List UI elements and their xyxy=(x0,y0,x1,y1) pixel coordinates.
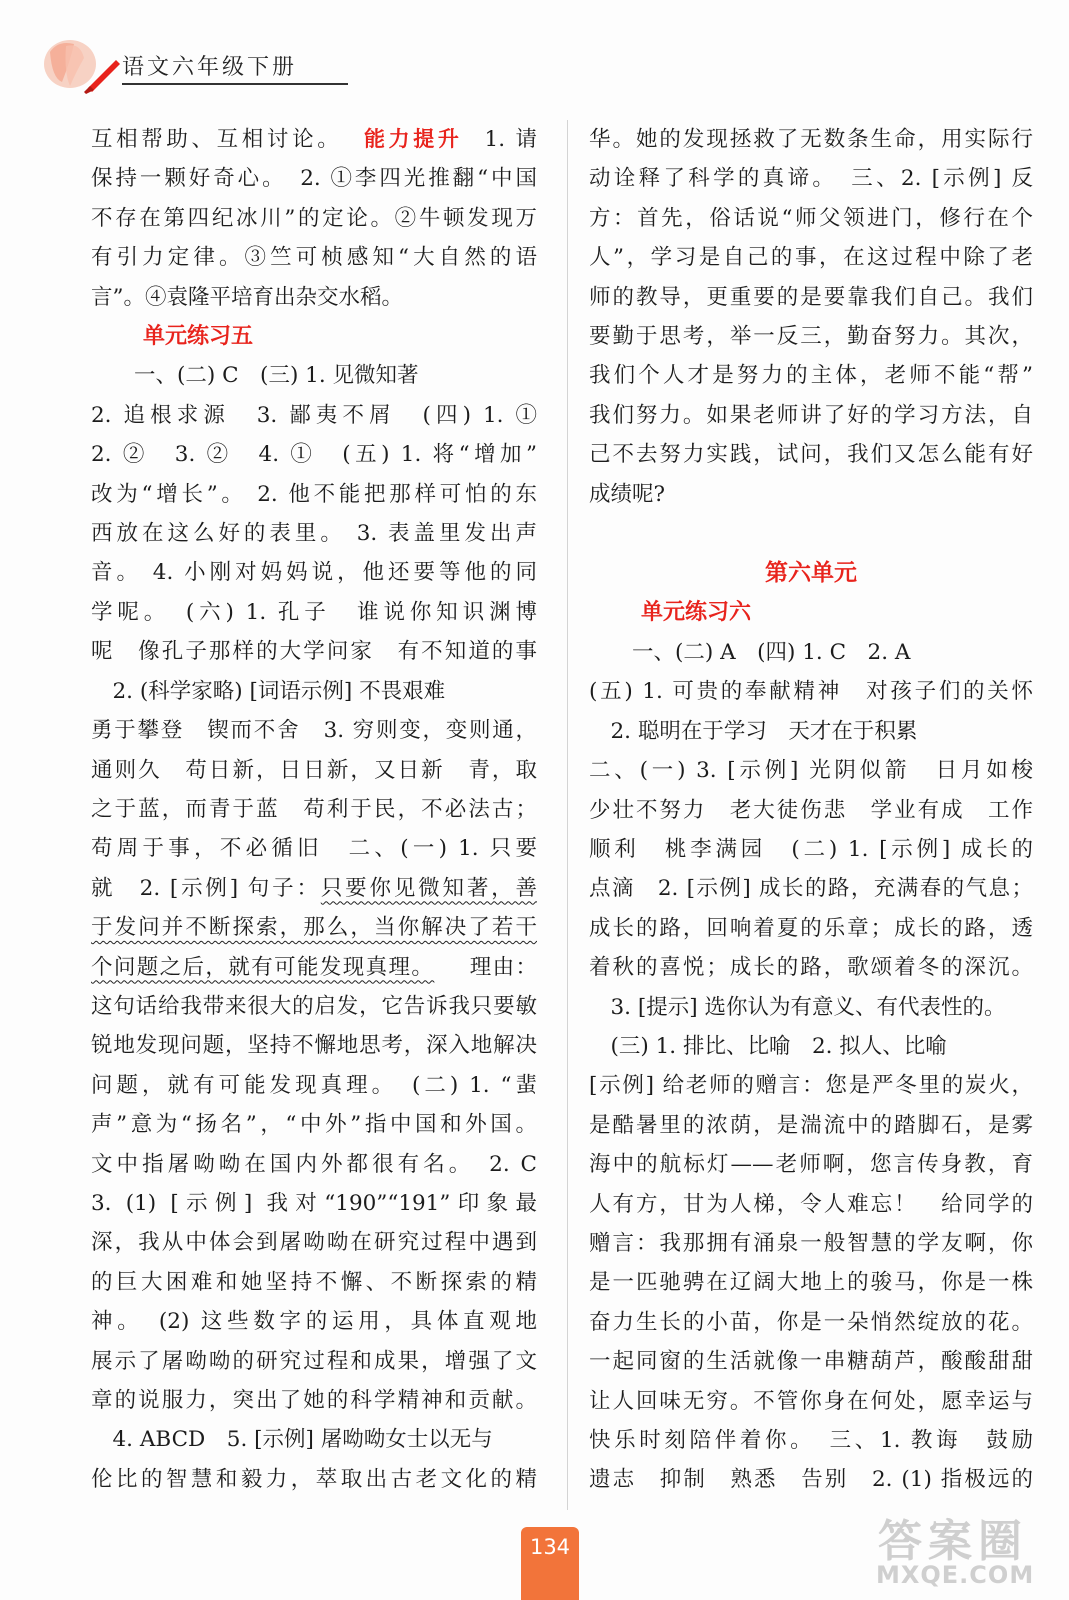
text-line: (五) 1. 可贵的奉献精神 对孩子们的关怀 xyxy=(589,679,1033,705)
watermark xyxy=(868,1505,1058,1597)
text-line: 的巨大困难和她坚持不懈、不断探索的精 xyxy=(91,1269,537,1295)
underlined-sentence: 只要你见微知著，善 xyxy=(320,875,537,901)
text-line: 音。 4. 小刚对妈妈说，他还要等他的同 xyxy=(91,560,537,586)
text-line: 是一匹驰骋在辽阔大地上的骏马，你是一株 xyxy=(589,1270,1033,1296)
text-line: 动诠释了科学的真谛。 三、2. [示例] 反 xyxy=(589,166,1033,192)
text-line: 有引力定律。③竺可桢感知“大自然的语 xyxy=(91,245,537,271)
text-line: 深，我从中体会到屠呦呦在研究过程中遇到 xyxy=(91,1230,537,1256)
text-line xyxy=(91,908,537,947)
book-title: 语文六年级下册 xyxy=(122,55,298,80)
text-line: 点滴 2. [示例] 成长的路，充满春的气息； xyxy=(589,876,1033,902)
text-line: 4. ABCD 5. [示例] 屠呦呦女士以无与 xyxy=(112,1427,493,1453)
text-line: 勇于攀登 锲而不舍 3. 穷则变，变则通， xyxy=(91,718,537,744)
text-line: 通则久 苟日新，日日新，又日新 青，取 xyxy=(91,757,537,783)
text-line: 快乐时刻陪伴着你。 三、1. 教诲 鼓励 xyxy=(589,1428,1033,1453)
text-line: 保持一颗好奇心。 2. ①李四光推翻“中国 xyxy=(91,166,537,192)
text-line: 赠言：我那拥有涌泉一般智慧的学友啊，你 xyxy=(589,1230,1033,1256)
text-line: 展示了屠呦呦的研究过程和成果，增强了文 xyxy=(91,1348,537,1374)
watermark-url: MXQE.COM xyxy=(876,1561,1035,1589)
text-line: 方：首先，俗话说“师父领进门，修行在个 xyxy=(589,205,1033,231)
header-underline xyxy=(122,83,348,85)
text-line: 个问题之后，就有可能发现真理。 理由： xyxy=(91,954,537,980)
text-line: 言”。④袁隆平培育出杂交水稻。 xyxy=(91,284,403,310)
text-line: 要勤于思考，举一反三，勤奋努力。其次， xyxy=(589,324,1033,350)
text-line: 就 2. [示例] 句子：只要你见微知著，善 xyxy=(91,875,537,901)
text-line: 人有方，甘为人梯，令人难忘！ 给同学的 xyxy=(589,1191,1033,1217)
text-line: 2. ② 3. ② 4. ① (五) 1. 将“增加” xyxy=(91,442,537,468)
section-title-unit5: 单元练习五 xyxy=(143,324,254,350)
text-line: 成长的路，回响着夏的乐章；成长的路，透 xyxy=(589,915,1033,941)
text-line: 呢 像孔子那样的大学问家 有不知道的事 xyxy=(91,639,537,665)
page-header xyxy=(40,28,340,98)
text-line: 一起同窗的生活就像一串糖葫芦，酸酸甜甜 xyxy=(589,1349,1033,1375)
text-line: 之于蓝，而青于蓝 苟利于民，不必法古； xyxy=(91,796,537,822)
text-line: 己不去努力实践，试问，我们又怎么能有好 xyxy=(589,442,1033,468)
text-line: 西放在这么好的表里。 3. 表盖里发出声 xyxy=(91,521,537,547)
text-line: 神。 (2) 这些数字的运用，具体直观地 xyxy=(91,1309,537,1335)
text-line: 伦比的智慧和毅力，萃取出古老文化的精 xyxy=(91,1466,537,1492)
text-line: 让人回味无穷。不管你身在何处，愿幸运与 xyxy=(589,1388,1033,1414)
brush-logo-icon xyxy=(40,32,122,94)
text-line: 着秋的喜悦；成长的路，歌颂着冬的深沉。 xyxy=(589,955,1033,981)
watermark-text: 答案圈 xyxy=(878,1516,1028,1567)
text-line: 遗志 抑制 熟悉 告别 2. (1) 指极远的 xyxy=(589,1467,1033,1493)
text-line: 2. 聪明在于学习 天才在于积累 xyxy=(610,718,918,744)
section-title-unit6: 单元练习六 xyxy=(641,600,752,626)
text-line: 是酷暑里的浓荫，是湍流中的踏脚石，是雾 xyxy=(589,1112,1033,1138)
underlined-sentence: 于发问并不断探索，那么，当你解决了若干 xyxy=(91,915,537,941)
left-column xyxy=(91,120,537,1499)
page-number-tab xyxy=(521,1527,579,1600)
text-line: 章的说服力，突出了她的科学精神和贡献。 xyxy=(91,1388,537,1413)
text-line: [示例] 给老师的赠言：您是严冬里的炭火， xyxy=(589,1073,1033,1099)
text-line: 改为“增长”。 2. 他不能把那样可怕的东 xyxy=(91,481,537,507)
text-line: 我们努力。如果老师讲了好的学习方法，自 xyxy=(589,402,1033,428)
text-line: 人”，学习是自己的事，在这过程中除了老 xyxy=(589,245,1033,271)
text-line: 我们个人才是努力的主体，老师不能“帮” xyxy=(589,363,1033,389)
text-line: 声”意为“扬名”，“中外”指中国和外国。 xyxy=(91,1112,537,1138)
text-line: 3. (1) [示例] 我对“190”“191”印象最 xyxy=(91,1190,537,1216)
text-line: 海中的航标灯——老师啊，您言传身教，育 xyxy=(589,1152,1033,1178)
column-divider xyxy=(567,120,568,1510)
section-label-nengli: 能力提升 xyxy=(360,127,463,151)
text-line: (三) 1. 排比、比喻 2. 拟人、比喻 xyxy=(610,1033,947,1059)
text-line: 互相帮助、互相讨论。 能力提升 1. 请 xyxy=(91,127,537,152)
page-number: 134 xyxy=(529,1535,571,1559)
text-line: 成绩呢? xyxy=(589,481,666,507)
text-line: 文中指屠呦呦在国内外都很有名。 2. C xyxy=(91,1151,537,1177)
unit-title-6: 第六单元 xyxy=(765,560,857,587)
text-line: 不存在第四纪冰川”的定论。②牛顿发现万 xyxy=(91,205,537,231)
text-line: 问题，就有可能发现真理。 (二) 1. “蜚 xyxy=(91,1072,537,1098)
text-line: 少壮不努力 老大徒伤悲 学业有成 工作 xyxy=(589,797,1033,823)
underlined-sentence: 个问题之后，就有可能发现真理。 xyxy=(91,954,435,980)
text-line: 一、(二) C (三) 1. 见微知著 xyxy=(134,363,419,389)
text-line: 师的教导，更重要的是要靠我们自己。我们 xyxy=(589,284,1033,310)
text-line: 锐地发现问题，坚持不懈地思考，深入地解决 xyxy=(91,1033,537,1059)
text-line: 这句话给我带来很大的启发，它告诉我只要敏 xyxy=(91,993,537,1019)
text-line: 学呢。 (六) 1. 孔子 谁说你知识渊博 xyxy=(91,599,537,625)
right-column xyxy=(589,120,1033,1500)
text-line: 2. 追根求源 3. 鄙夷不屑 (四) 1. ① xyxy=(91,402,537,428)
text-line: 苟周于事，不必循旧 二、(一) 1. 只要 xyxy=(91,836,537,862)
spacer xyxy=(589,514,1033,553)
text-line: 二、(一) 3. [示例] 光阴似箭 日月如梭 xyxy=(589,758,1033,784)
text-line: 华。她的发现拯救了无数条生命，用实际行 xyxy=(589,127,1033,152)
text-line: 一、(二) A (四) 1. C 2. A xyxy=(632,639,911,665)
text-line: 奋力生长的小苗，你是一朵悄然绽放的花。 xyxy=(589,1309,1033,1335)
text-line: 2. (科学家略) [词语示例] 不畏艰难 xyxy=(112,678,446,704)
text-line: 3. [提示] 选你认为有意义、有代表性的。 xyxy=(610,994,1006,1020)
text-line: 顺利 桃李满园 (二) 1. [示例] 成长的 xyxy=(589,836,1033,862)
